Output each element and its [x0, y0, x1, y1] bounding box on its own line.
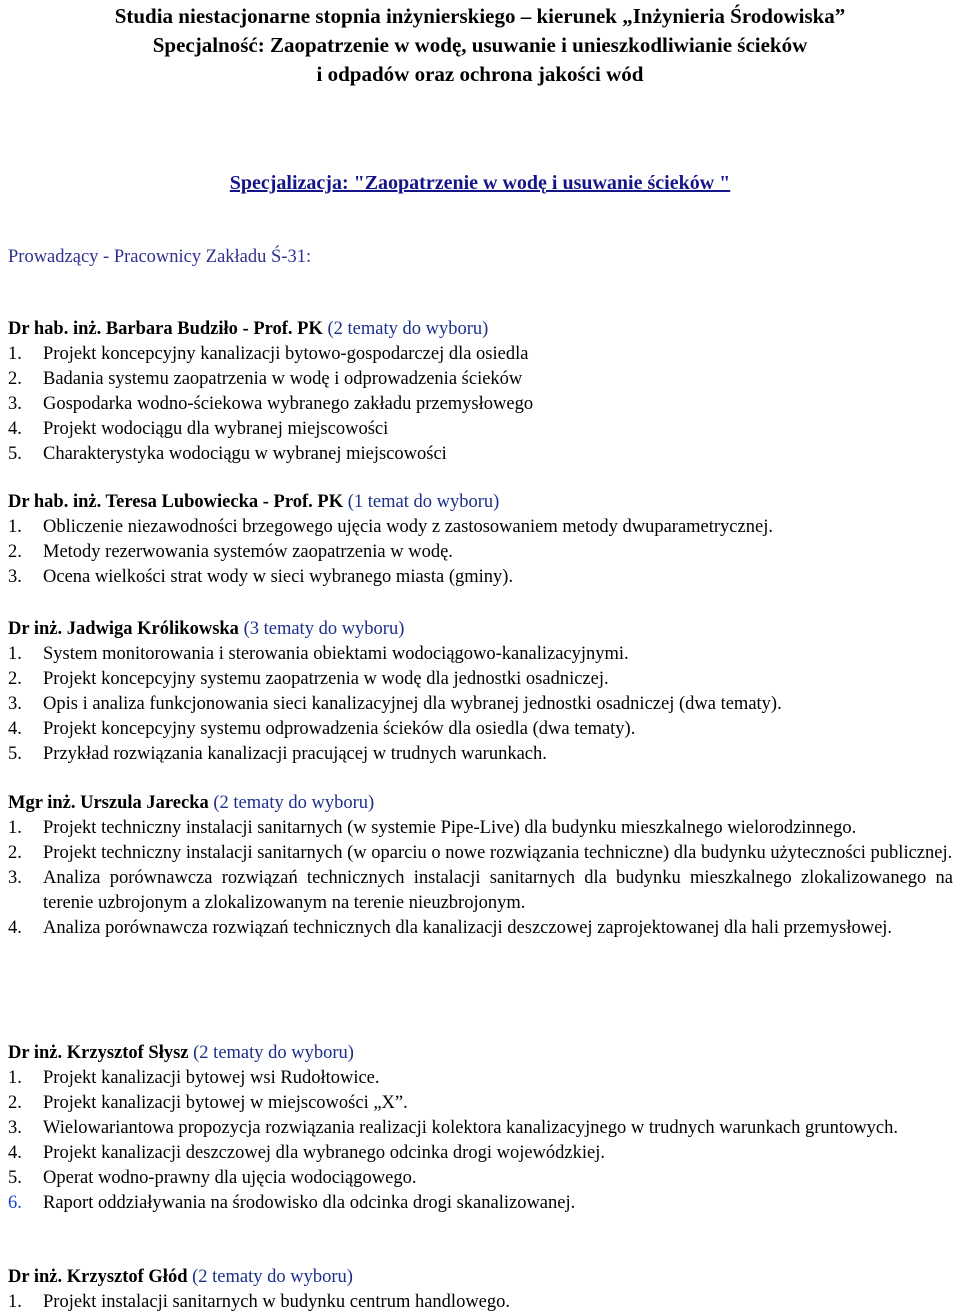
header-line-2: Specjalność: Zaopatrzenie w wodę, usuwanie i unieszkodliwianie ścieków: [152, 33, 808, 57]
topic-number: 1.: [8, 818, 22, 838]
topic-item: [8, 1290, 953, 1315]
topic-number: 3.: [8, 1118, 22, 1138]
topic-list: [8, 515, 953, 590]
topic-text: Operat wodno-prawny dla ujęcia wodociągowego.: [43, 1168, 417, 1188]
header-line-1: Studia niestacjonarne stopnia inżynierskiego – kierunek „Inżynieria Środowiska”: [114, 4, 846, 28]
topic-number: 3.: [8, 394, 22, 414]
topic-text: Projekt koncepcyjny systemu odprowadzenia ścieków dla osiedla (dwa tematy).: [43, 719, 636, 739]
topic-number: 2.: [8, 669, 22, 689]
topic-text: Ocena wielkości strat wody w sieci wybranego miasta (gminy).: [43, 567, 514, 587]
topic-count-note: (2 tematy do wyboru): [192, 1267, 353, 1287]
supervisor-name: Dr inż. Krzysztof Głód: [8, 1267, 188, 1287]
topic-text: Projekt techniczny instalacji sanitarnych (w systemie Pipe-Live) dla budynku mieszkalnego wielorodzinnego.: [43, 818, 857, 838]
supervisor-name: Mgr inż. Urszula Jarecka: [8, 793, 209, 813]
topic-number: 4.: [8, 419, 22, 439]
supervisor-section: [8, 317, 953, 467]
topic-item: [8, 692, 953, 717]
topic-text: Charakterystyka wodociągu w wybranej miejscowości: [43, 444, 447, 464]
topic-item: [8, 565, 953, 590]
topic-item: [8, 1141, 953, 1166]
topic-list: [8, 342, 953, 467]
topic-number: 2.: [8, 1093, 22, 1113]
topic-text: Projekt kanalizacji deszczowej dla wybranego odcinka drogi wojewódzkiej.: [43, 1143, 605, 1163]
topic-item: [8, 367, 953, 392]
topic-number: 5.: [8, 444, 22, 464]
topic-text: Projekt kanalizacji bytowej w miejscowości „X”.: [43, 1093, 408, 1113]
supervisor-name: Dr inż. Jadwiga Królikowska: [8, 619, 239, 639]
topic-text: Projekt koncepcyjny systemu zaopatrzenia w wodę dla jednostki osadniczej.: [43, 669, 609, 689]
topic-text: System monitorowania i sterowania obiektami wodociągowo-kanalizacyjnymi.: [43, 644, 629, 664]
topic-number: 1.: [8, 644, 22, 664]
topic-text: Gospodarka wodno-ściekowa wybranego zakładu przemysłowego: [43, 394, 534, 414]
supervisor-section: [8, 490, 953, 590]
topic-number: 1.: [8, 1068, 22, 1088]
section-header: [8, 1265, 953, 1290]
topic-item: [8, 1091, 953, 1116]
supervisor-section: [8, 1265, 953, 1315]
topic-count-note: (2 tematy do wyboru): [327, 319, 489, 339]
topic-text: Projekt kanalizacji bytowej wsi Rudołtowice.: [43, 1068, 380, 1088]
topic-item: [8, 392, 953, 417]
topic-count-note: (1 temat do wyboru): [347, 492, 500, 512]
topic-text: Obliczenie niezawodności brzegowego ujęcia wody z zastosowaniem metody dwuparametrycznej.: [43, 517, 773, 537]
section-header: [8, 617, 953, 642]
topic-number: 3.: [8, 694, 22, 714]
topic-item: [8, 1116, 953, 1141]
topic-list: [8, 1290, 953, 1315]
topic-text: Projekt koncepcyjny kanalizacji bytowo-gospodarczej dla osiedla: [43, 344, 529, 364]
header-line-3: i odpadów oraz ochrona jakości wód: [316, 62, 644, 86]
topic-item: [8, 667, 953, 692]
topic-item: [8, 1066, 953, 1091]
specjalizacja-text: Specjalizacja: "Zaopatrzenie w wodę i usuwanie ścieków ": [229, 172, 731, 194]
supervisor-section: [8, 1041, 953, 1216]
topic-number: 3.: [8, 868, 22, 888]
topic-number: 1.: [8, 344, 22, 364]
section-header: [8, 791, 953, 816]
supervisor-section: [8, 791, 953, 941]
topic-text: Przykład rozwiązania kanalizacji pracującej w trudnych warunkach.: [43, 744, 547, 764]
supervisor-name: Dr hab. inż. Barbara Budziło - Prof. PK: [8, 319, 323, 339]
document-header: [0, 2, 960, 89]
topic-text: Badania systemu zaopatrzenia w wodę i odprowadzenia ścieków: [43, 369, 523, 389]
section-header: [8, 490, 953, 515]
topic-item: [8, 816, 953, 841]
topic-list: [8, 816, 953, 941]
topic-item: [8, 642, 953, 667]
prowadzacy-line: Prowadzący - Pracownicy Zakładu Ś-31:: [8, 247, 312, 267]
topic-item: [8, 417, 953, 442]
supervisor-section: [8, 617, 953, 767]
topic-text: Raport oddziaływania na środowisko dla odcinka drogi skanalizowanej.: [43, 1193, 576, 1213]
topic-number: 1.: [8, 1292, 22, 1312]
topic-list: [8, 1066, 953, 1216]
specjalizacja-title: [0, 169, 960, 197]
topic-item: [8, 1166, 953, 1191]
topic-text: Opis i analiza funkcjonowania sieci kanalizacyjnej dla wybranej jednostki osadniczej (dwa tematy).: [43, 694, 782, 714]
topic-text: Projekt techniczny instalacji sanitarnych (w oparciu o nowe rozwiązania techniczne) dla budynku użyteczności publicznej.: [43, 843, 953, 863]
topic-text: Analiza porównawcza rozwiązań technicznych dla kanalizacji deszczowej zaprojektowanej dla hali przemysłowej.: [43, 918, 893, 938]
topic-number: 2.: [8, 369, 22, 389]
topic-item: [8, 916, 953, 941]
topic-item: [8, 841, 953, 866]
topic-text: Projekt wodociągu dla wybranej miejscowości: [43, 419, 389, 439]
topic-number: 1.: [8, 517, 22, 537]
topic-text: Analiza porównawcza rozwiązań technicznych instalacji sanitarnych dla budynku mieszkalnego zlokalizowanego na terenie uzbrojonym a zlokalizowanym na terenie nieuzbrojonym.: [43, 868, 953, 913]
topic-text: Projekt instalacji sanitarnych w budynku centrum handlowego.: [43, 1292, 511, 1312]
topic-number: 2.: [8, 542, 22, 562]
supervisor-name: Dr inż. Krzysztof Słysz: [8, 1043, 189, 1063]
section-header: [8, 1041, 953, 1066]
topic-item: [8, 342, 953, 367]
supervisor-name: Dr hab. inż. Teresa Lubowiecka - Prof. PK: [8, 492, 344, 512]
topic-count-note: (3 tematy do wyboru): [243, 619, 405, 639]
topic-item: [8, 1191, 953, 1216]
topic-list: [8, 642, 953, 767]
topic-count-note: (2 tematy do wyboru): [193, 1043, 354, 1063]
topic-item: [8, 515, 953, 540]
topic-number: 4.: [8, 918, 22, 938]
topic-number: 6.: [8, 1193, 22, 1213]
topic-number: 5.: [8, 1168, 22, 1188]
topic-text: Metody rezerwowania systemów zaopatrzenia w wodę.: [43, 542, 453, 562]
topic-item: [8, 742, 953, 767]
topic-item: [8, 717, 953, 742]
topic-number: 4.: [8, 719, 22, 739]
topic-item: [8, 540, 953, 565]
topic-count-note: (2 tematy do wyboru): [213, 793, 375, 813]
topic-number: 3.: [8, 567, 22, 587]
topic-text: Wielowariantowa propozycja rozwiązania realizacji kolektora kanalizacyjnego w trudnych warunkach gruntowych.: [43, 1118, 899, 1138]
topic-number: 5.: [8, 744, 22, 764]
topic-number: 4.: [8, 1143, 22, 1163]
section-header: [8, 317, 953, 342]
topic-item: [8, 442, 953, 467]
topic-item: [8, 866, 953, 916]
topic-number: 2.: [8, 843, 22, 863]
